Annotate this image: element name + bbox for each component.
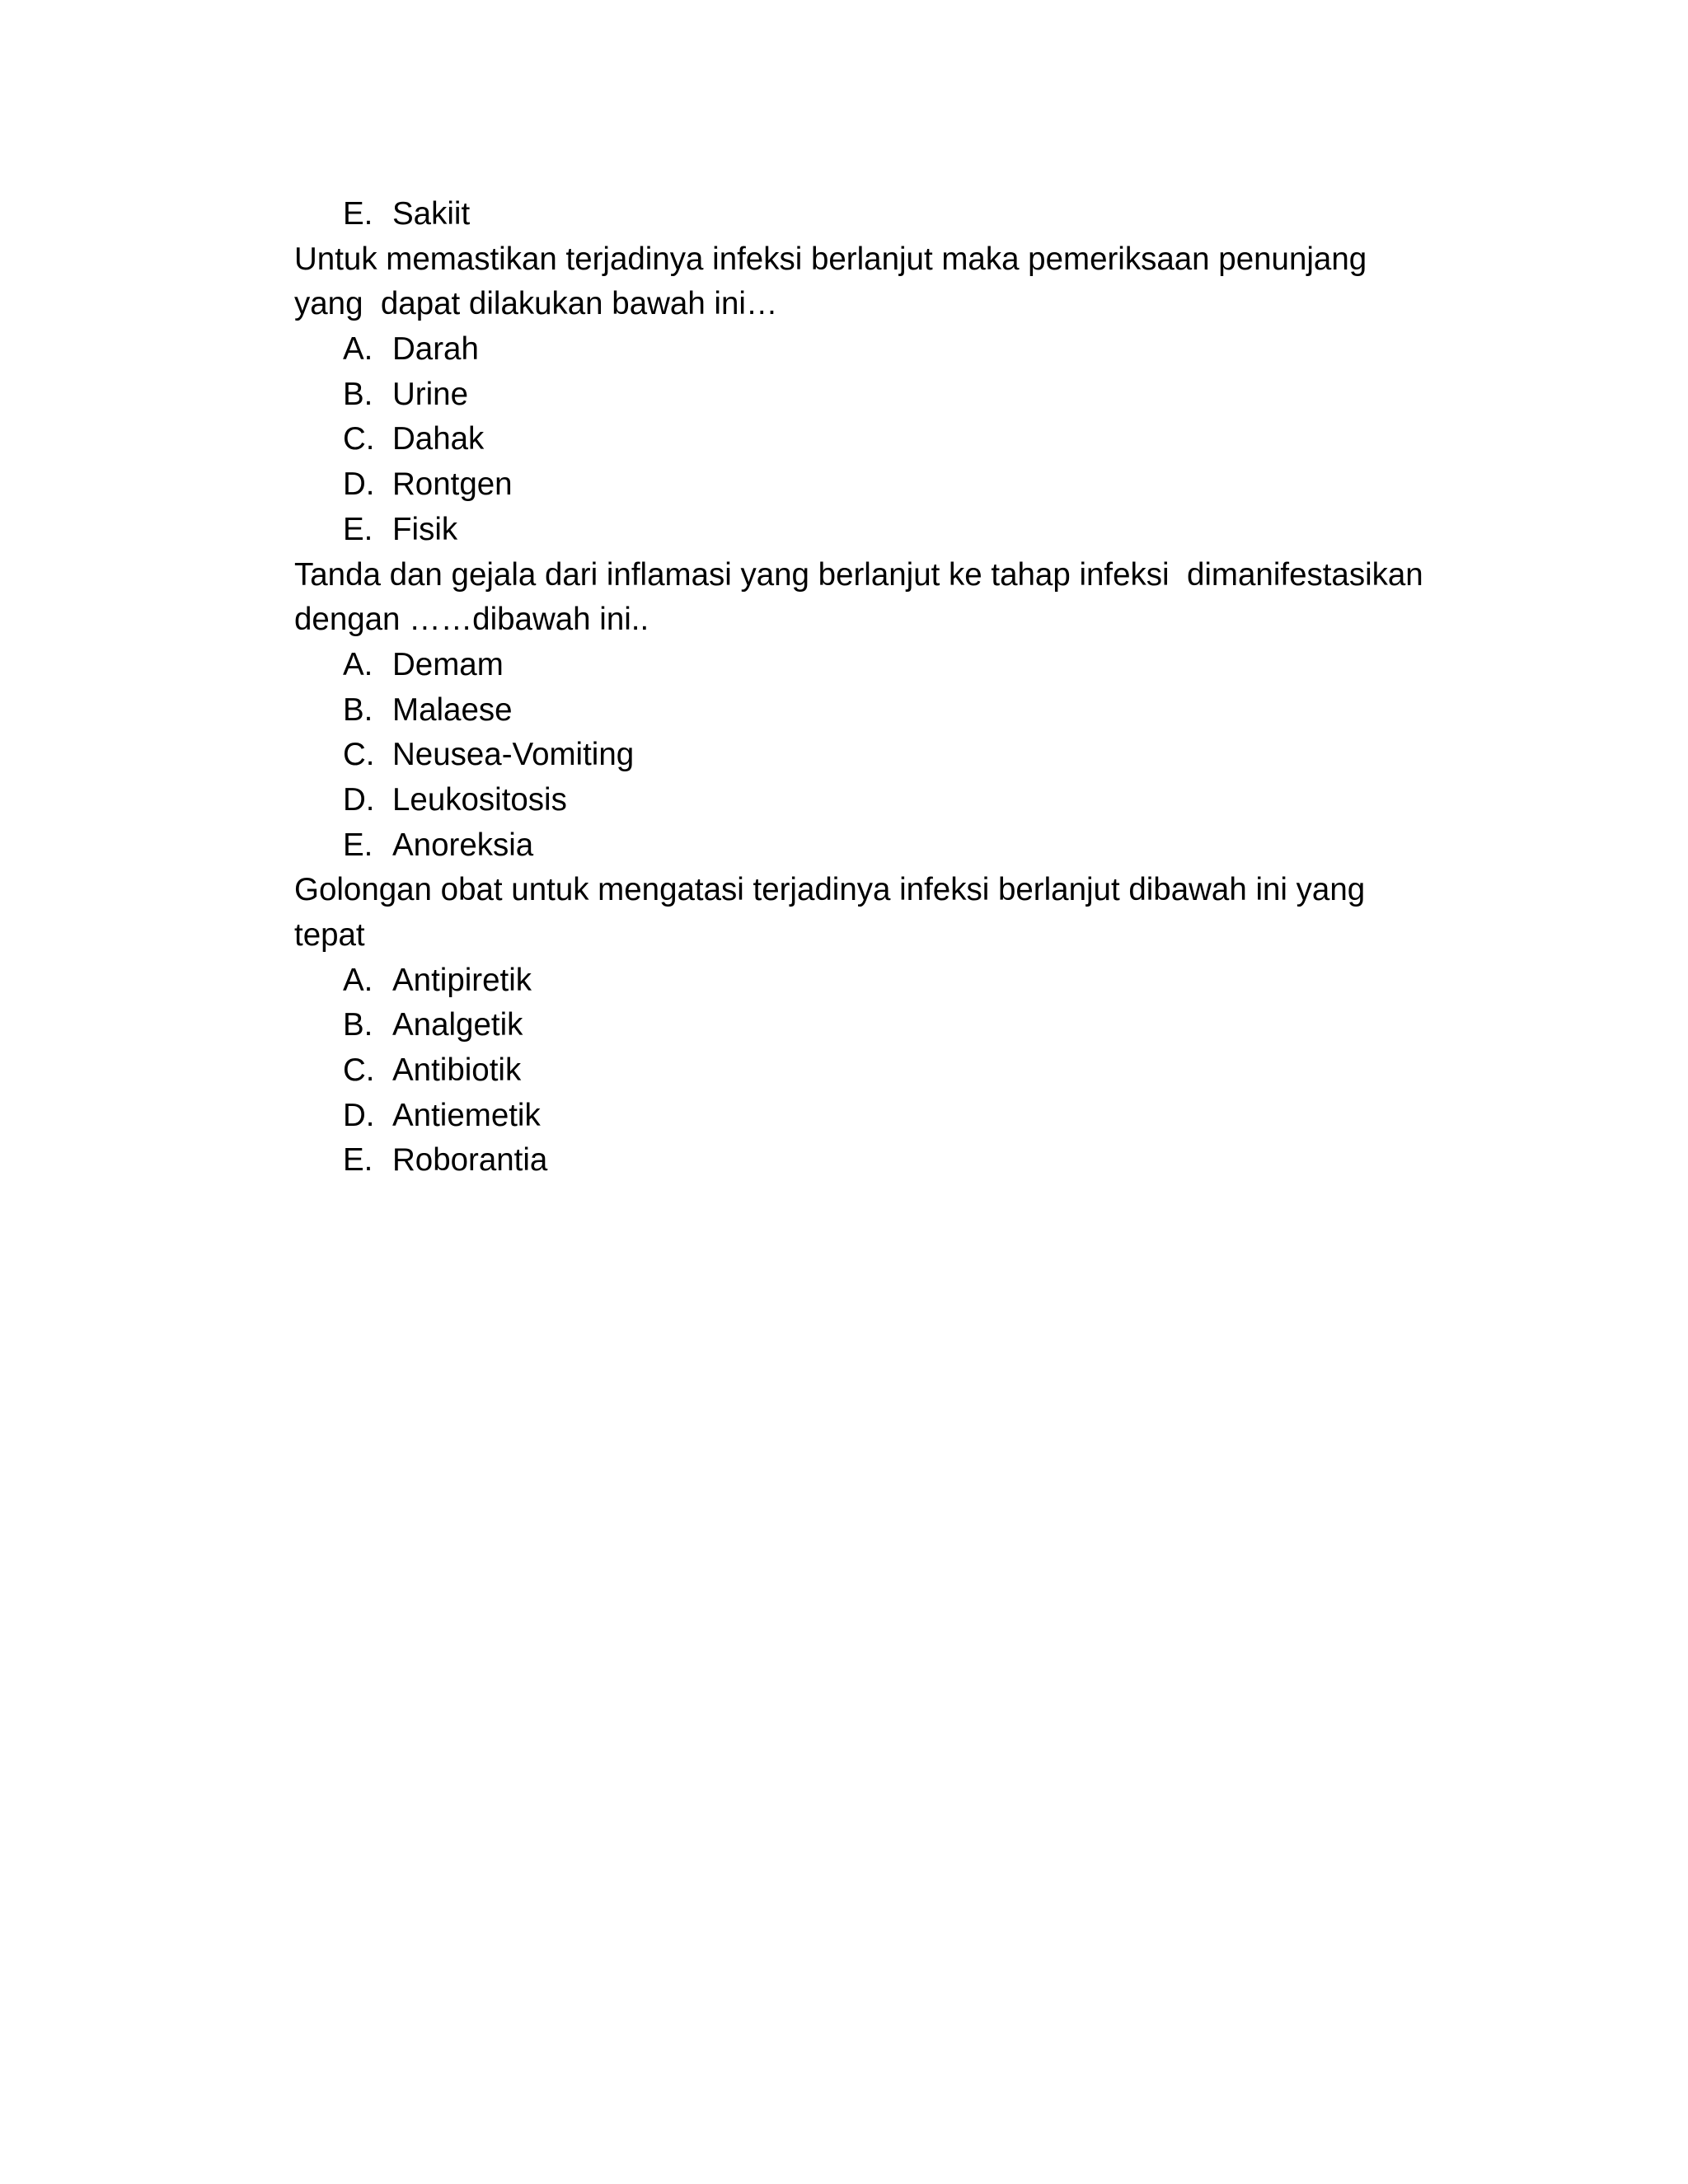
option-item xyxy=(294,327,1481,373)
option-item xyxy=(294,733,1481,778)
option-text: Rontgen xyxy=(392,466,513,503)
option-text: Roborantia xyxy=(392,1142,548,1179)
option-letter: E. xyxy=(343,1142,373,1179)
option-letter: A. xyxy=(343,331,373,368)
question-block xyxy=(294,237,1481,553)
option-item xyxy=(294,1094,1481,1139)
question-text-line: Tanda dan gejala dari inflamasi yang berlanjut ke tahap infeksi dimanifestasikan xyxy=(294,556,1423,593)
option-text: Urine xyxy=(392,376,469,412)
option-text: Antipiretik xyxy=(392,962,532,998)
option-item xyxy=(294,1003,1481,1048)
option-text: Antibiotik xyxy=(392,1052,522,1089)
option-text: Anoreksia xyxy=(392,827,534,863)
option-item xyxy=(294,462,1481,508)
option-text: Dahak xyxy=(392,421,485,457)
option-text: Antiemetik xyxy=(392,1097,541,1133)
option-item xyxy=(294,778,1481,823)
option-item xyxy=(294,192,1481,237)
option-item xyxy=(294,508,1481,553)
question-text-line: dengan ……dibawah ini.. xyxy=(294,602,649,638)
option-item xyxy=(294,1138,1481,1183)
option-letter: A. xyxy=(343,646,373,682)
option-letter: B. xyxy=(343,691,373,728)
option-item xyxy=(294,643,1481,688)
question-text-line: Untuk memastikan terjadinya infeksi berlanjut maka pemeriksaan penunjang xyxy=(294,241,1367,277)
option-letter: D. xyxy=(343,781,375,818)
question-block xyxy=(294,553,1481,869)
option-letter: B. xyxy=(343,376,373,412)
option-text: Darah xyxy=(392,331,479,368)
option-text: Sakiit xyxy=(392,196,471,232)
option-letter: C. xyxy=(343,1052,375,1089)
option-text: Malaese xyxy=(392,691,513,728)
option-item xyxy=(294,958,1481,1004)
document-content xyxy=(294,192,1481,1183)
option-letter: D. xyxy=(343,466,375,503)
question-text-line: Golongan obat untuk mengatasi terjadinya infeksi berlanjut dibawah ini yang xyxy=(294,872,1366,908)
option-item xyxy=(294,417,1481,462)
option-text: Neusea-Vomiting xyxy=(392,737,635,773)
option-text: Fisik xyxy=(392,511,458,547)
option-text: Analgetik xyxy=(392,1007,523,1043)
option-letter: E. xyxy=(343,196,373,232)
option-letter: B. xyxy=(343,1007,373,1043)
option-letter: A. xyxy=(343,962,373,998)
option-item xyxy=(294,1048,1481,1094)
option-letter: C. xyxy=(343,737,375,773)
option-letter: C. xyxy=(343,421,375,457)
question-block xyxy=(294,868,1481,1183)
option-letter: D. xyxy=(343,1097,375,1133)
question-text-line: yang dapat dilakukan bawah ini… xyxy=(294,286,778,322)
option-letter: E. xyxy=(343,827,373,863)
option-text: Leukositosis xyxy=(392,781,567,818)
option-item xyxy=(294,688,1481,733)
option-letter: E. xyxy=(343,511,373,547)
option-item xyxy=(294,373,1481,418)
option-item xyxy=(294,823,1481,869)
option-text: Demam xyxy=(392,646,504,682)
question-text-line: tepat xyxy=(294,917,365,953)
